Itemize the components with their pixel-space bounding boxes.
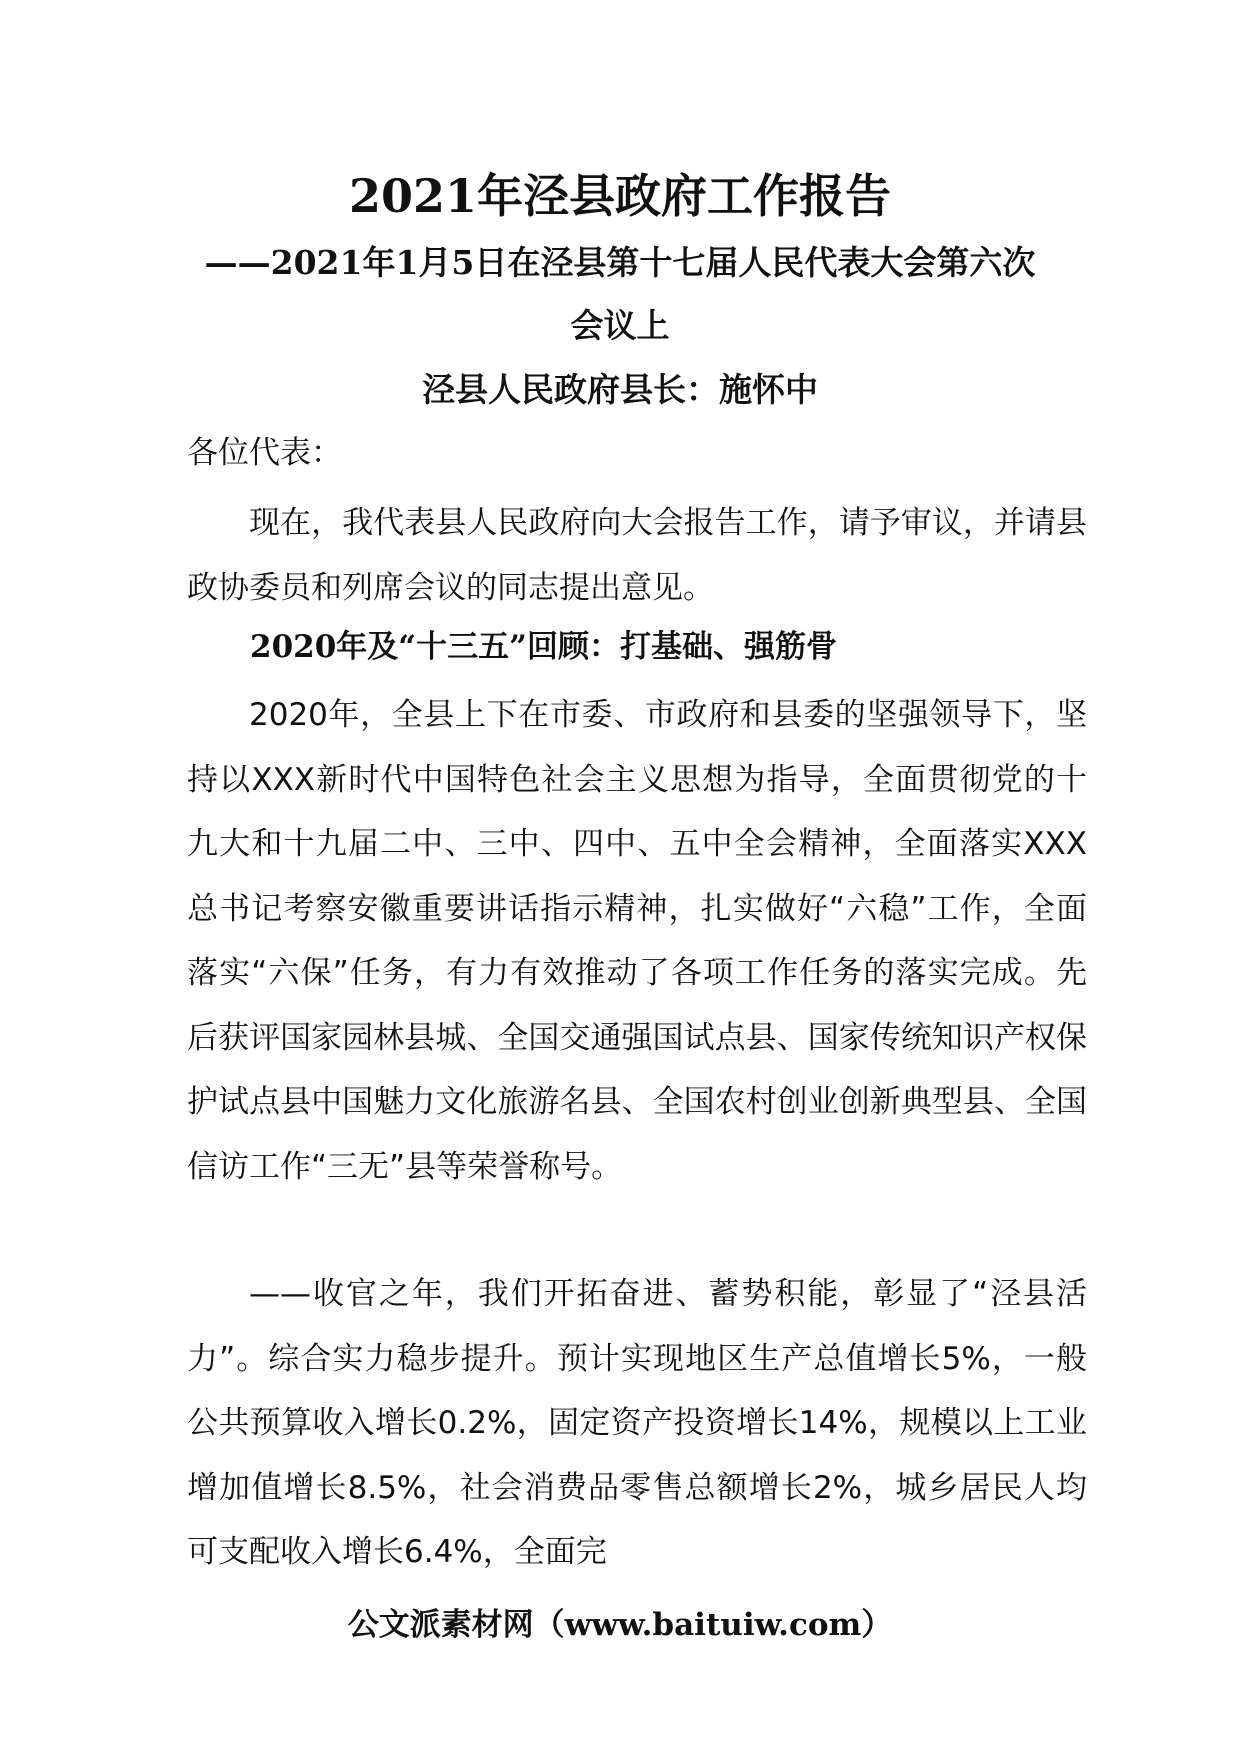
document-subtitle-continued: 会议上 <box>570 306 670 345</box>
paragraph-achievements: ——收官之年，我们开拓奋进、蓄势积能，彰显了“泾县活力”。综合实力稳步提升。预计实现地区生产总值增长5%，一般公共预算收入增长0.2%，固定资产投资增长14%，规模以上工业增加值增长8.5%，社会消费品零售总额增长2%，城乡居民人均可支配收入增长6.4%，全面完 <box>187 1276 1087 1570</box>
document-author: 泾县人民政府县长：施怀中 <box>422 370 818 409</box>
salutation: 各位代表： <box>187 435 342 471</box>
document-subtitle: ——2021年1月5日在泾县第十七届人民代表大会第六次 <box>204 243 1036 282</box>
paragraph-intro: 现在，我代表县人民政府向大会报告工作，请予审议，并请县政协委员和列席会议的同志提出意见。 <box>187 505 1087 606</box>
paragraph-review: 2020年，全县上下在市委、市政府和县委的坚强领导下，坚持以XXX新时代中国特色社会主义思想为指导，全面贯彻党的十九大和十九届二中、三中、四中、五中全会精神，全面落实XXX总书记考察安徽重要讲话指示精神，扎实做好“六稳”工作，全面落实“六保”任务，有力有效推动了各项工作任务的落实完成。先后获评国家园林县城、全国交通强国试点县、国家传统知识产权保护试点县中国魅力文化旅游名县、全国农村创业创新典型县、全国信访工作“三无”县等荣誉称号。 <box>187 697 1087 1185</box>
document-title: 2021年泾县政府工作报告 <box>348 169 892 223</box>
footer-watermark: 公文派素材网（www.baituiw.com） <box>347 1607 893 1643</box>
section-heading: 2020年及“十三五”回顾：打基础、强筋骨 <box>250 629 837 665</box>
